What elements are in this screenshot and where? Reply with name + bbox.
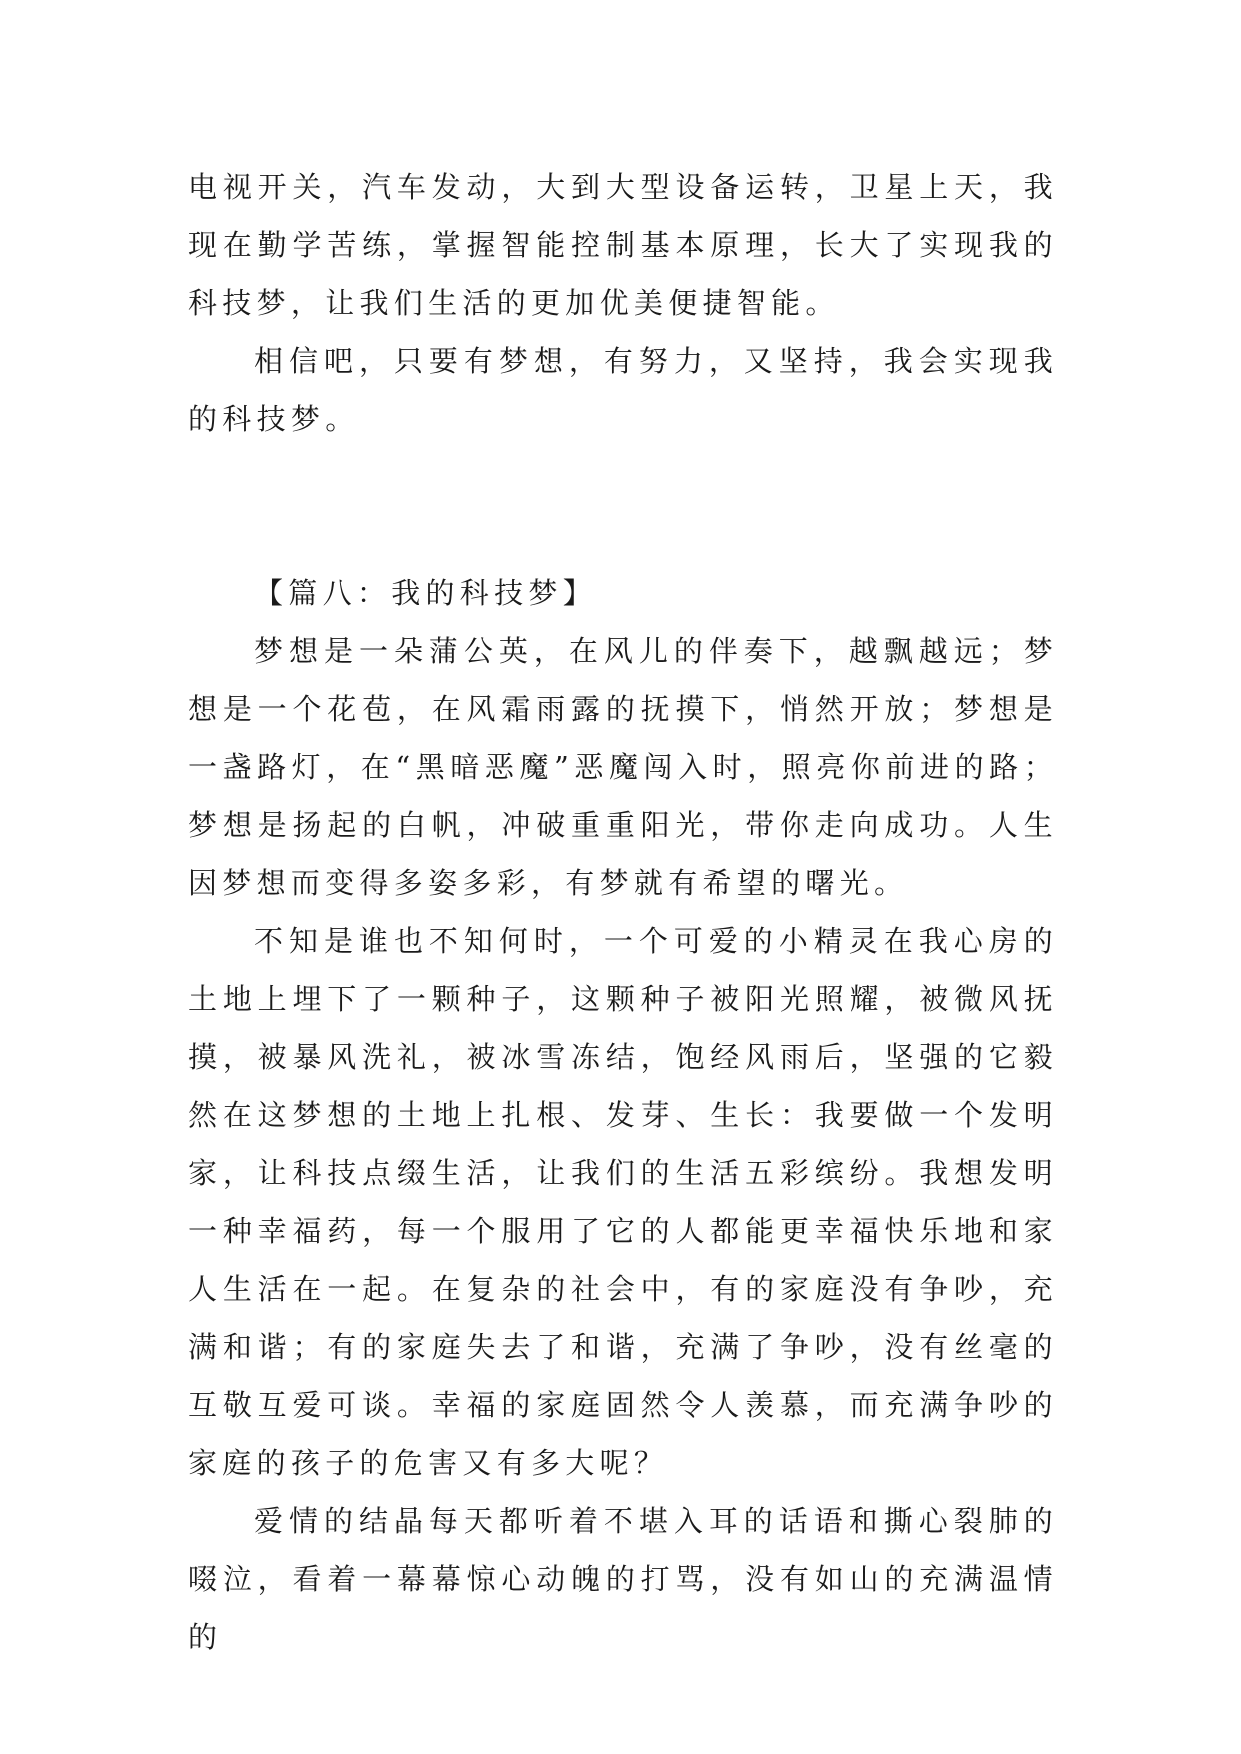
document-page bbox=[188, 158, 1058, 1666]
paragraph-closing: 相信吧，只要有梦想，有努力，又坚持，我会实现我的科技梦。 bbox=[188, 344, 1058, 436]
section-title: 【篇八：我的科技梦】 bbox=[254, 576, 598, 610]
paragraph-dream-metaphor: 梦想是一朵蒲公英，在风儿的伴奏下，越飘越远；梦想是一个花苞，在风霜雨露的抚摸下，悄然开放；梦想是一盏路灯，在“黑暗恶魔”恶魔闯入时，照亮你前进的路；梦想是扬起的白帆，冲破重重阳光，带你走向成功。人生因梦想而变得多姿多彩，有梦就有希望的曙光。 bbox=[188, 634, 1058, 900]
paragraph-family: 爱情的结晶每天都听着不堪入耳的话语和撕心裂肺的啜泣，看着一幕幕惊心动魄的打骂，没有如山的充满温情的 bbox=[188, 1504, 1058, 1654]
section-gap bbox=[188, 448, 1058, 564]
paragraph-invention: 不知是谁也不知何时，一个可爱的小精灵在我心房的土地上埋下了一颗种子，这颗种子被阳光照耀，被微风抚摸，被暴风洗礼，被冰雪冻结，饱经风雨后，坚强的它毅然在这梦想的土地上扎根、发芽、生长：我要做一个发明家，让科技点缀生活，让我们的生活五彩缤纷。我想发明一种幸福药，每一个服用了它的人都能更幸福快乐地和家人生活在一起。在复杂的社会中，有的家庭没有争吵，充满和谐；有的家庭失去了和谐，充满了争吵，没有丝毫的互敬互爱可谈。幸福的家庭固然令人羡慕，而充满争吵的家庭的孩子的危害又有多大呢？ bbox=[188, 924, 1058, 1480]
paragraph-continued: 电视开关，汽车发动，大到大型设备运转，卫星上天，我现在勤学苦练，掌握智能控制基本原理，长大了实现我的科技梦，让我们生活的更加优美便捷智能。 bbox=[188, 170, 1058, 320]
